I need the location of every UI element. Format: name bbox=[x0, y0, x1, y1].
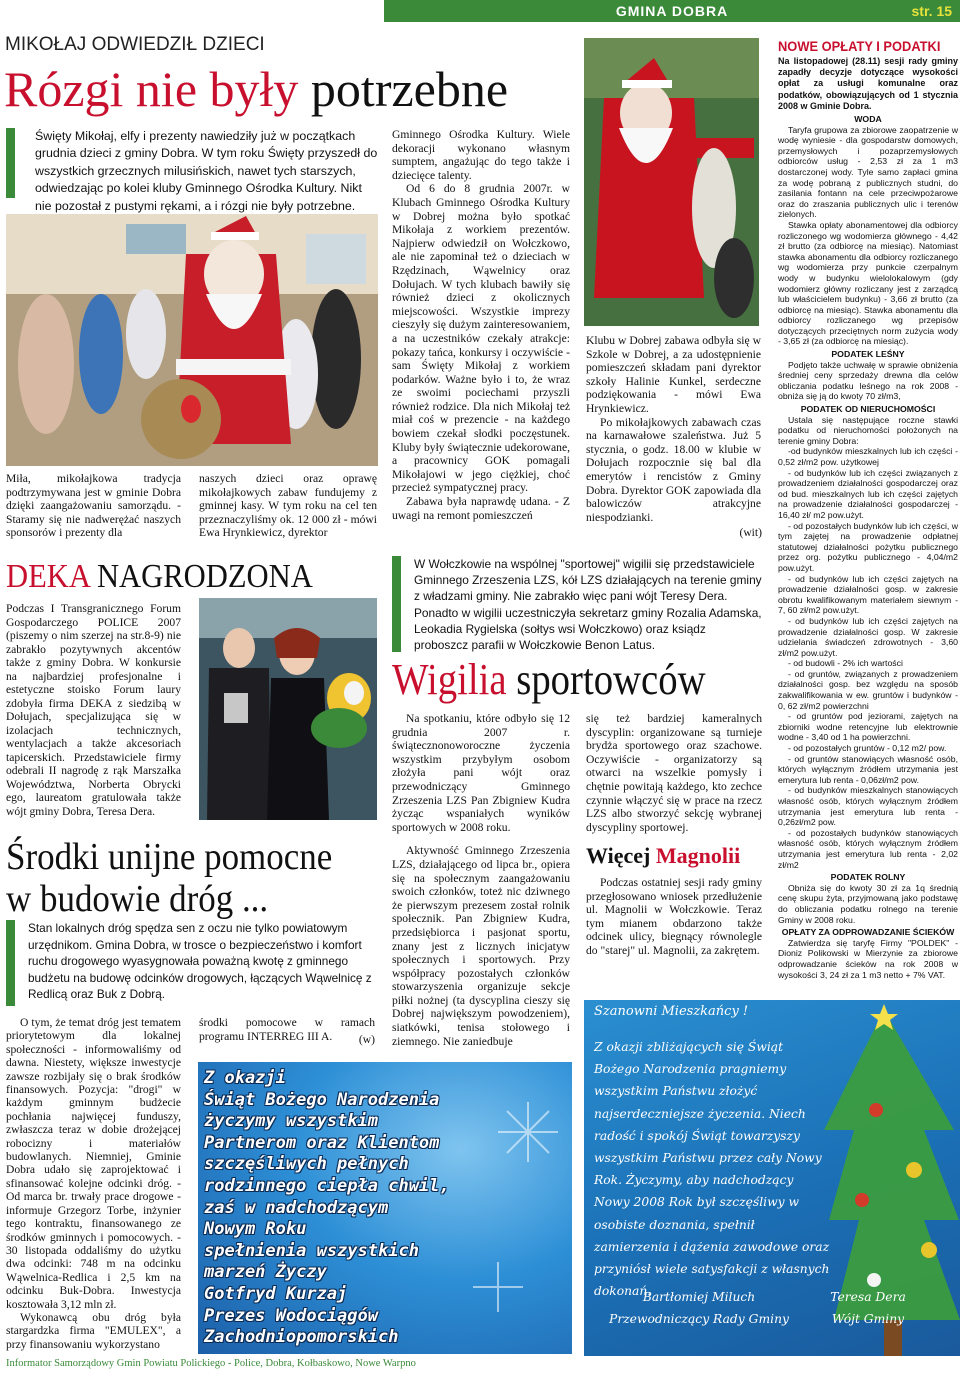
drogi-col1 bbox=[6, 1016, 181, 1351]
drogi-col2: środki pomocowe w ramach programu INTERREG III A. bbox=[199, 1016, 375, 1043]
oplaty-heading-scieki: OPŁATY ZA ODPROWADZANIE ŚCIEKÓW bbox=[781, 927, 955, 938]
oplaty-woda2: Stawka opłaty abonamentowej dla odbiorcy rozliczonego wg wodomierza głównego - 4,42 zł brutto (za odbiorcę na miesiąc). Natomiast stawka abonamentu dla odbiorcy rozliczanego wg wodomierza przy punkcie czerpalnym wody w budynku wielolokalowym (gdy wodomierz główny rozliczany jest z zarządcą lub właścicielem budynku) - 3,66 zł brutto (za odbiorcę na miesiąc). Stawka abonamentu dla odbiorcy rozliczanego wg przepisów dotyczących przeciętnych norm zużycia wody - 3,65 zł (za odbiorcę na miesiąc). bbox=[778, 219, 958, 347]
deka-body: Podczas I Transgranicznego Forum Gospodarczego POLICE 2007 (piszemy o nim szerzej na str.8-9) nie zabrakło pozytywnych akcentów także z gminy Dobra. W konkursie na najbardziej profesjonalne i estetyczne stoisko Forum laury zdobyła firma DEKA z siedzibą w Dołujach, specjalizująca się w izolacjach technicznych, wentylacjach a także akcesoriach tapicerskich. Przedstawiciele firmy odebrali II nagrodę z rąk Marszałka Województwa, Norberta Obrycki ego, laureatom gratulowała także wójt gminy Dobra, Teresa Dera. bbox=[6, 602, 181, 818]
greeting-line: Gotfryd Kurzaj bbox=[204, 1283, 348, 1304]
drogi-col1-p1: O tym, że temat dróg jest tematem priorytetowym dla lokalnej społeczności - informowaliśmy od dawna. Niestety, większe inwestycje zawsze rozbijały się o brak środków finansowych. Pozycja: "drogi" w każdym gminnym budżecie pochłania najwięcej funduszy, zwłaszcza teraz w dobie drożejącej robocizny i materiałów budowlanych. Niemniej, Gminie Dobra udało się zaprojektować i sfinansować kolejne odcinki dróg. - Od marca br. trwały prace drogowe - informuje Grzegorz Torbe, inżynier tego kontraktu, finansowanego ze środków gminnych i pomocowych. - 30 listopada oddaliśmy do użytku dwa odcinki: 748 m na odcinku Wąwelnica-Redlica i 2,5 km na odcinku Buk-Dobra. Inwestycja kosztowała 3,12 mln zł. bbox=[6, 1016, 181, 1311]
wigilia-title-red: Wigilia bbox=[392, 655, 507, 704]
oplaty-nier-item: - od budynków lub ich części zajętych na prowadzenie działalności gosp. w zakresie obrotu kwalifikowanym materiałem siewnym - 7, 60 zł/m2 pow.użyt. bbox=[778, 573, 958, 616]
mikolaj-sign: (wit) bbox=[739, 526, 762, 539]
greeting-blue-box bbox=[198, 1062, 572, 1354]
greeting-line: marzeń Życzy bbox=[204, 1262, 327, 1283]
oplaty-nier-item: - od gruntów pod jeziorami, zajętych na zbiorniki wodne retencyjne lub elektrownie wodne - 3,40 od 1 ha powierzchni. bbox=[778, 711, 958, 743]
deka-title bbox=[6, 557, 313, 597]
oplaty-nier-item: - od budowli - 2% ich wartości bbox=[788, 658, 903, 669]
wigilia-lead-bar bbox=[392, 556, 401, 652]
deka-title-black: NAGRODZONA bbox=[89, 558, 313, 595]
oplaty-body bbox=[778, 112, 958, 980]
wigilia-col1 bbox=[392, 712, 570, 1048]
wigilia-lead: W Wołczkowie na wspólnej "sportowej" wigilii się przedstawiciele Gminnego Zrzeszenia LZS, kół LZS działających na terenie gminy z władzami gminy. Nie zabrakło więc pani wójt Teresy Dera. Ponadto w wigilii uczestniczyła sekretarz gminy Rozalia Adamska, Leokadia Rygielska (sołtys wsi Wołczkowo) oraz ksiądz proboszcz parafii w Wołczkowie Benon Latus. bbox=[414, 557, 762, 653]
mikolaj-col4 bbox=[586, 334, 761, 524]
greeting-line: Zachodniopomorskich bbox=[204, 1327, 399, 1348]
mikolaj-title-black: potrzebne bbox=[298, 61, 509, 117]
magnolia-title bbox=[586, 843, 740, 869]
magnolia-body: Podczas ostatniej sesji rady gminy przegłosowano wniosek przedłużenie ul. Magnolii w Wołczkowie. Teraz tym mianem obdarzono także odcinek ulicy, biegnący równolegle do "starej" ul. Magnolii, za zakrętem. bbox=[586, 876, 762, 957]
drogi-lead: Stan lokalnych dróg spędza sen z oczu nie tylko powiatowym urzędnikom. Gmina Dobra, w trosce o bezpieczeństwo i komfort ruchu drogowego wyasygnowała poważną kwotę z gminnego budżetu na budowę odcinków drogowych, łączących Wąwelnicę z Redlicą oraz Buk z Dobrą. bbox=[28, 921, 372, 1002]
greeting-line: życzymy wszystkim bbox=[204, 1111, 378, 1132]
page-number: str. 15 bbox=[911, 3, 952, 19]
mikolaj-col4-p2: Po mikołajkowych zabawach czas na karnawałowe szaleństwa. Już 5 stycznia, o godz. 18.00 w klubie w Dołujach rozpocznie się bal dla emerytów i rencistów z Gminy Dobra. Dyrektor GOK zapowiada dla balowiczów atrakcyjne niespodzianki. bbox=[586, 415, 761, 524]
greeting-line: Świąt Bożego Narodzenia bbox=[204, 1089, 440, 1110]
drogi-col1-p2: Wykonawcą obu dróg była stargardzka firma "EMULEX", a przy finansowaniu wykorzystano bbox=[6, 1310, 181, 1351]
greeting-line: szczęśliwych pełnych bbox=[204, 1154, 409, 1175]
magnolia-title-red: Magnolii bbox=[650, 843, 741, 868]
oplaty-title: NOWE OPŁATY I PODATKI bbox=[778, 38, 941, 54]
footer-text: Informator Samorządowy Gmin Powiatu Polickiego - Police, Dobra, Kołbaskowo, Nowe Warpno bbox=[6, 1358, 416, 1369]
oplaty-nieruchomosci: Ustala się następujące roczne stawki podatku od nieruchomości położonych na terenie gminy Dobra: bbox=[778, 414, 958, 446]
oplaty-nier-item: - od gruntów stanowiących własność osób, których wyłącznym źródłem utrzymania jest emerytura lub renta - 0,06zł/m2 pow. bbox=[778, 753, 958, 785]
oplaty-nier-item: - od budynków lub ich części zajętych na prowadzenie działalności gosp. W zakresie udzielania świadczeń zdrowotnych - 3,60 zł/m2 pow.użyt. bbox=[778, 615, 958, 658]
oplaty-nier-item: - od pozostałych budynków lub ich części, w tym zajętej na prowadzenie odpłatnej statutowej działalności pożytku publicznego przez org. pożytku publicznego - 4,04/m2 pow.użyt. bbox=[778, 520, 958, 573]
xmas-sig2 bbox=[808, 1286, 928, 1330]
oplaty-heading-rolny: PODATEK ROLNY bbox=[830, 872, 906, 883]
mikolaj-col3 bbox=[392, 128, 570, 522]
oplaty-nier-item: - od budynków mieszkalnych stanowiących własność osób, których wyłącznym źródłem utrzymania jest emerytura lub renta - 0,26zł/m2 pow. bbox=[778, 785, 958, 828]
xmas-sig1 bbox=[604, 1286, 794, 1330]
oplaty-nier-item: - od pozostałych budynków stanowiących własność osób, których wyłącznym źródłem utrzymania jest emerytura lub renta - 2,02 zł/m2 bbox=[778, 827, 958, 870]
drogi-title bbox=[6, 836, 332, 920]
greeting-line: Partnerom oraz Klientom bbox=[204, 1132, 440, 1153]
deka-title-red: DEKA bbox=[6, 558, 90, 595]
xmas-sig2-name: Teresa Dera bbox=[830, 1290, 906, 1304]
xmas-sig1-name: Bartłomiej Miluch bbox=[642, 1290, 756, 1304]
greeting-line: rodzinnego ciepła chwil, bbox=[204, 1175, 450, 1196]
xmas-sig2-role: Wójt Gminy bbox=[831, 1312, 905, 1326]
greeting-line: Nowym Roku bbox=[204, 1219, 307, 1240]
drogi-lead-bar bbox=[6, 920, 15, 1006]
drogi-title-line1: Środki unijne pomocne bbox=[6, 836, 333, 878]
wigilia-col1-p1: Na spotkaniu, które odbyło się 12 grudnia 2007 r. świątecznonoworoczne życzenia wszystkim przybyłym osobom złożyła pani wójt oraz przewodniczący Gminnego Zrzeszenia LZS Pan Zbigniew Kudra życząc wspaniałych wyników sportowych w 2008 roku. bbox=[392, 712, 570, 834]
photo-deka-award bbox=[199, 598, 377, 820]
drogi-title-line2: w budowie dróg ... bbox=[6, 878, 269, 920]
mikolaj-lead-bar bbox=[6, 128, 15, 198]
oplaty-heading-lesny: PODATEK LEŚNY bbox=[831, 349, 905, 360]
wigilia-col2: się też bardziej kameralnych dyscyplin: organizowane są turnieje brydża sportowego oraz szachowe. Oczywiście - organizatorzy są otwarci na wszelkie pomysły i chętnie powitają każdego, kto zechce czynnie włączyć się w prace na rzecz LZS albo stworzyć sekcję wybranej dyscypliny sportowej. bbox=[586, 712, 762, 834]
mikolaj-col3-p1: Gminnego Ośrodka Kultury. Wiele dekoracji wykonano własnym sumptem, angażując do tego także i dziecięce talenty. bbox=[392, 128, 570, 182]
xmas-body: Z okazji zbliżających się Świąt Bożego Narodzenia pragniemy wszystkim Państwu złożyć najserdeczniejsze życzenia. Niech radość i spokój Świąt towarzyszy wszystkim Państwu przez cały Nowy Rok. Życzymy, aby nadchodzący Nowy 2008 Rok był szczęśliwy w osobiste doznania, spełnił zamierzenia i dążenia zawodowe oraz przyniósł wiele satysfakcji z własnych dokonań. bbox=[594, 1040, 830, 1299]
oplaty-rolny: Obniża się do kwoty 30 zł za 1q średnią cenę skupu żyta, przyjmowaną jako podstawę do obliczania podatku rolnego na terenie Gminy w 2008 roku. bbox=[778, 882, 958, 925]
oplaty-nier-item: - od pozostałych gruntów - 0,12 m2/ pow. bbox=[788, 743, 947, 754]
wigilia-title bbox=[392, 655, 706, 705]
magnolia-title-black: Więcej bbox=[586, 843, 651, 868]
mikolaj-title bbox=[4, 62, 508, 116]
greeting-line: spełnienia wszystkich bbox=[204, 1240, 419, 1261]
photo-santa-with-children bbox=[6, 214, 378, 466]
drogi-sign: (w) bbox=[358, 1033, 375, 1046]
oplaty-woda: Taryfa grupowa za zbiorowe zaopatrzenie w wodę wyniesie - dla gospodarstw domowych, przemysłowych i pozaprzemysłowych odbiorców usług - 2,53 zł za 1 m3 dostarczonej wody. Tyle samo zapłaci gmina za wodę pobraną z publicznych studni, do zasilania fontann na cele przeciwpożarowe oraz do zraszania publicznych ulic i terenów zielonych. bbox=[778, 124, 958, 220]
mikolaj-col3-p3: Zabawa była naprawdę udana. - Z uwagi na remont pomieszczeń bbox=[392, 495, 570, 522]
oplaty-heading-woda: WODA bbox=[854, 114, 882, 124]
oplaty-nier-item: -od budynków mieszkalnych lub ich części - 0,52 zł/m2 pow. użytkowej bbox=[778, 446, 958, 467]
mikolaj-kicker: MIKOŁAJ ODWIEDZIŁ DZIECI bbox=[5, 34, 265, 55]
mikolaj-col2: naszych dzieci oraz oprawę mikołajkowych zabaw fundujemy z gminnej kasy. W tym roku na cel ten przeznaczyliśmy ok. 12 000 zł - mówi Ewa Hrynkiewicz, dyrektor bbox=[199, 472, 377, 540]
oplaty-lead: Na listopadowej (28.11) sesji rady gminy zapadły decyzje dotyczące wysokości opłat za usługi komunalne oraz podatków, obowiązujących od 1 stycznia 2008 w Gminie Dobra. bbox=[778, 56, 958, 111]
mikolaj-col4-p1: Klubu w Dobrej zabawa odbyła się w Szkole w Dobrej, a za udostępnienie pomieszczeń składam pani dyrektor szkoły Halinie Kunkel, serdeczne podziękowania - mówi Ewa Hrynkiewicz. bbox=[586, 334, 761, 415]
xmas-sig1-role: Przewodniczący Rady Gminy bbox=[609, 1312, 789, 1326]
xmas-greeting-box bbox=[584, 1000, 960, 1356]
mikolaj-lead: Święty Mikołaj, elfy i prezenty nawiedziły już w początkach grudnia dzieci z gminy Dobra. W tym roku Święty przyszedł do wszystkich grzecznych milusińskich, nawet tych starszych, odwiedzając po kolei kluby Gminnego Ośrodka Kultury. Nikt nie pozostał z pustymi rękami, a i rózgi nie były potrzebne. bbox=[35, 129, 378, 213]
greeting-line: zaś w nadchodzącym bbox=[204, 1197, 389, 1218]
oplaty-scieki: Zatwierdza się taryfę Firmy "POLDEK" - Dioniz Polikowski w Mierzynie za zbiorowe odprowadzanie ścieków na rok 2008 w wysokości 3, 24 zł za 1 m3 netto + 7% VAT. bbox=[778, 937, 958, 980]
greeting-line: Prezes Wodociągów bbox=[204, 1305, 378, 1326]
greeting-blue-text bbox=[204, 1068, 564, 1349]
wigilia-title-black: sportowców bbox=[506, 655, 706, 704]
header-section: GMINA DOBRA bbox=[615, 3, 729, 19]
greeting-line: Z okazji bbox=[204, 1068, 286, 1088]
oplaty-heading-nieruchomosci: PODATEK OD NIERUCHOMOŚCI bbox=[800, 404, 936, 415]
mikolaj-col1: Miła, mikołajkowa tradycja podtrzymywana jest w gminie Dobra dzięki zaangażowaniu samorządu. - Staramy się nie nadwerężać naszych sponsorów i prezenty dla bbox=[6, 472, 181, 540]
wigilia-col1-p2: Aktywność Gminnego Zrzeszenia LZS, działającego od lipca br., opiera się na społecznym zaangażowaniu swoich członków, toteż nic dziwnego że pierwszym prezesem został rolnik społecznik. Pan Zbigniew Kudra, przedsiębiorca i pasjonat sportu, znany jest z licznych inicjatyw społecznych i sportowych. Przy współpracy pozostałych członków stowarzyszenia organizuje sekcje piłki nożnej (ta dyscyplina cieszy się Dobrej największym powodzeniem), siatkówki, tenisa stołowego i ziemnego. Nie zaniedbuje bbox=[392, 844, 570, 1048]
mikolaj-col3-p2: Od 6 do 8 grudnia 2007r. w Klubach Gminnego Ośrodka Kultury w Dobrej można było spotkać Mikołaja z workiem prezentów. Najpierw odwiedził on Wołczkowo, ale nie zapominał też o dzieciach w Rzędzinach, Wąwelnicy oraz Dołujach. W tych klubach bawiły się również dzieci z okolicznych miejscowości. Wszystkie imprezy cieszyły się dużym zainteresowaniem, a na uczestników czekały atrakcje: pokazy tańca, konkursy i oczywiście - sam Święty Mikołaj z workiem podarków. Ważne było i to, że wraz ze swoimi pociechami przyszli również rodzice. Dla nich Mikołaj też miał coś w prezencie - na każdego bowiem czekał słodki poczęstunek. Kluby były świątecznie udekorowane, a pracownicy GOK pomagali Mikołajowi w jego ciężkiej, choć przecież sympatycznej pracy. bbox=[392, 182, 570, 495]
photo-santa-dancing bbox=[584, 38, 759, 326]
oplaty-nier-item: - od gruntów, związanych z prowadzeniem działalności gosp. bez względu na sposób zakwalifikowania w ew. gruntów i budynków - 0, 62 zł/m2 powierzchni bbox=[778, 668, 958, 711]
mikolaj-title-red: Rózgi nie były bbox=[4, 61, 299, 117]
oplaty-nier-item: - od budynków lub ich części związanych z prowadzeniem działalności gospodarczej oraz od bud. mieszkalnych lub ich części zajętych na prowadzenie działalności gospodarczej - 16,40 zł/ m2 pow.użyt. bbox=[778, 467, 958, 520]
xmas-salutation: Szanowni Mieszkańcy ! bbox=[594, 1004, 749, 1019]
oplaty-lesny: Podjęto także uchwałę w sprawie obniżenia średniej ceny sprzedaży drewna dla celów obliczania podatku leśnego na rok 2008 - obniża się ją do kwoty 70 zł/m3, bbox=[778, 359, 958, 402]
